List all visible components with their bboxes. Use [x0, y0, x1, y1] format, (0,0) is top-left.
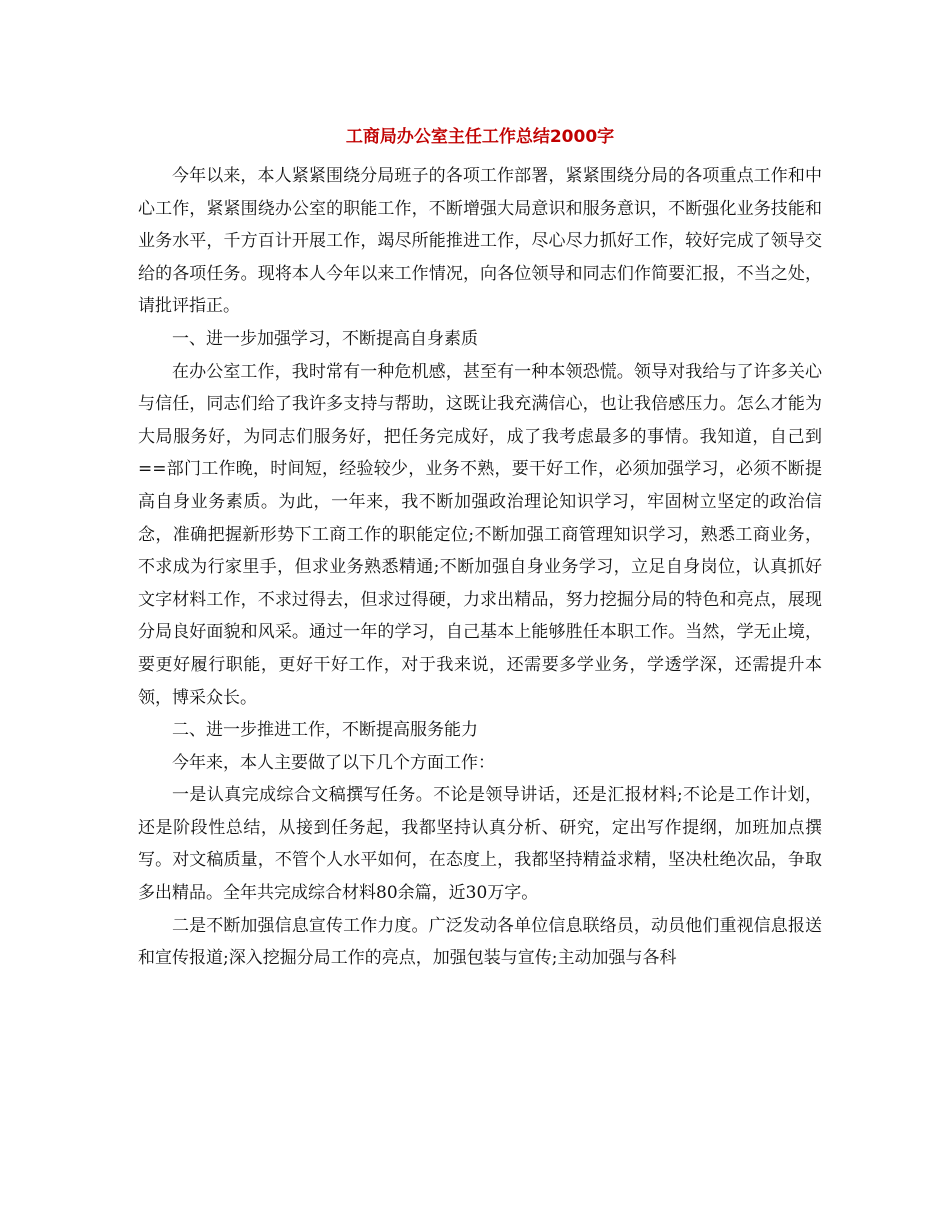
paragraph-study: 在办公室工作，我时常有一种危机感，甚至有一种本领恐慌。领导对我给与了许多关心与信任，同志们给了我许多支持与帮助，这既让我充满信心，也让我倍感压力。怎么才能为大局服务好，为同志们服务好，把任务完成好，成了我考虑最多的事情。我知道，自己到==部门工作晚，时间短，经验较少，业务不熟，要干好工作，必须加强学习，必须不断提高自身业务素质。为此，一年来，我不断加强政治理论知识学习，牢固树立坚定的政治信念，准确把握新形势下工商工作的职能定位;不断加强工商管理知识学习，熟悉工商业务，不求成为行家里手，但求业务熟悉精通;不断加强自身业务学习，立足自身岗位，认真抓好文字材料工作，不求过得去，但求过得硬，力求出精品，努力挖掘分局的特色和亮点，展现分局良好面貌和风采。通过一年的学习，自己基本上能够胜任本职工作。当然，学无止境，要更好履行职能，更好干好工作，对于我来说，还需要多学业务，学透学深，还需提升本领，博采众长。: [138, 361, 822, 708]
paragraph-work-intro: 今年来，本人主要做了以下几个方面工作：: [172, 752, 495, 773]
document-page: [138, 0, 822, 1230]
paragraph-intro: 今年以来，本人紧紧围绕分局班子的各项工作部署，紧紧围绕分局的各项重点工作和中心工作，紧紧围绕办公室的职能工作，不断增强大局意识和服务意识，不断强化业务技能和业务水平，千方百计开展工作，竭尽所能推进工作，尽心尽力抓好工作，较好完成了领导交给的各项任务。现将本人今年以来工作情况，向各位领导和同志们作简要汇报，不当之处，请批评指正。: [138, 166, 822, 317]
paragraph-publicity: 二是不断加强信息宣传工作力度。广泛发动各单位信息联络员，动员他们重视信息报送和宣传报道;深入挖掘分局工作的亮点，加强包装与宣传;主动加强与各科: [138, 915, 822, 969]
document-body: [138, 160, 822, 975]
paragraph-writing: 一是认真完成综合文稿撰写任务。不论是领导讲话，还是汇报材料;不论是工作计划，还是阶段性总结，从接到任务起，我都坚持认真分析、研究，定出写作提纲，加班加点撰写。对文稿质量，不管个人水平如何，在态度上，我都坚持精益求精，坚决杜绝次品，争取多出精品。全年共完成综合材料80余篇，近30万字。: [138, 785, 822, 904]
section-heading-2: 二、进一步推进工作，不断提高服务能力: [172, 720, 478, 741]
document-title: 工商局办公室主任工作总结2000字: [345, 127, 615, 147]
section-heading-1: 一、进一步加强学习，不断提高自身素质: [172, 328, 478, 349]
